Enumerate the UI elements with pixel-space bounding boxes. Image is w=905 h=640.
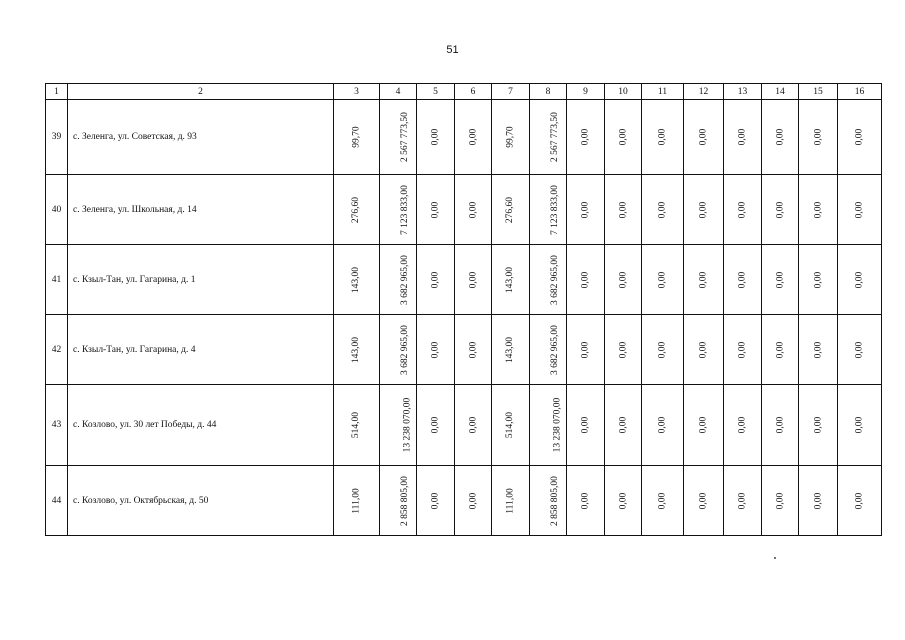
address-cell: с. Кзыл-Тан, ул. Гагарина, д. 1 — [68, 245, 334, 315]
value-cell — [838, 466, 882, 536]
value-cell — [334, 175, 380, 245]
value-text: 0,00 — [737, 128, 748, 146]
value-text: 0,00 — [468, 341, 478, 358]
value-cell — [334, 315, 380, 385]
value-text: 0,00 — [618, 416, 628, 434]
value-cell — [799, 385, 838, 466]
value-cell — [605, 245, 642, 315]
value-text: 0,00 — [430, 492, 441, 509]
value-cell — [455, 466, 492, 536]
value-cell — [530, 100, 567, 175]
value-cell — [724, 175, 762, 245]
value-cell — [334, 385, 380, 466]
value-text: 0,00 — [854, 492, 865, 509]
column-header: 3 — [334, 84, 380, 100]
row-number-cell: 43 — [46, 385, 68, 466]
value-text: 0,00 — [580, 492, 591, 509]
column-header: 15 — [799, 84, 838, 100]
value-cell — [334, 466, 380, 536]
value-text: 0,00 — [618, 271, 628, 288]
value-cell — [838, 245, 882, 315]
value-text: 3 682 965,00 — [399, 254, 410, 305]
value-text: 0,00 — [813, 492, 823, 509]
value-cell — [567, 466, 605, 536]
value-cell — [605, 466, 642, 536]
value-cell — [530, 175, 567, 245]
address-cell: с. Кзыл-Тан, ул. Гагарина, д. 4 — [68, 315, 334, 385]
value-text: 0,00 — [430, 341, 441, 358]
value-cell — [762, 175, 799, 245]
column-header: 9 — [567, 84, 605, 100]
value-cell — [455, 315, 492, 385]
row-number-cell: 44 — [46, 466, 68, 536]
value-text: 2 858 805,00 — [549, 475, 560, 526]
value-cell — [762, 385, 799, 466]
value-cell — [417, 100, 455, 175]
value-text: 0,00 — [775, 271, 785, 288]
value-cell — [455, 245, 492, 315]
value-cell — [684, 385, 724, 466]
value-text: 0,00 — [737, 341, 748, 358]
value-text: 0,00 — [657, 128, 668, 146]
value-cell — [380, 385, 417, 466]
value-cell — [605, 175, 642, 245]
value-cell — [417, 175, 455, 245]
value-text: 3 682 965,00 — [549, 324, 560, 375]
value-text: 0,00 — [854, 341, 865, 358]
value-cell — [762, 466, 799, 536]
column-header: 13 — [724, 84, 762, 100]
table-row — [46, 315, 882, 385]
value-text: 276,60 — [351, 196, 362, 223]
value-text: 2 858 805,00 — [399, 475, 410, 526]
value-cell — [530, 245, 567, 315]
value-cell — [724, 385, 762, 466]
column-header: 8 — [530, 84, 567, 100]
value-cell — [724, 245, 762, 315]
address-cell: с. Козлово, ул. 30 лет Победы, д. 44 — [68, 385, 334, 466]
value-text: 0,00 — [468, 416, 478, 434]
value-cell — [567, 315, 605, 385]
value-cell — [492, 315, 530, 385]
value-text: 0,00 — [580, 201, 591, 218]
value-text: 0,00 — [618, 341, 628, 358]
column-header: 5 — [417, 84, 455, 100]
page-number: 51 — [446, 44, 459, 56]
scan-speck — [774, 557, 776, 559]
value-text: 0,00 — [580, 416, 591, 434]
housing-register-table — [45, 83, 882, 536]
address-cell: с. Зеленга, ул. Советская, д. 93 — [68, 100, 334, 175]
column-header: 7 — [492, 84, 530, 100]
value-cell — [799, 315, 838, 385]
column-header: 6 — [455, 84, 492, 100]
value-text: 0,00 — [657, 271, 668, 288]
value-cell — [838, 385, 882, 466]
value-cell — [642, 385, 684, 466]
value-text: 111,00 — [351, 487, 362, 514]
value-cell — [605, 385, 642, 466]
value-cell — [684, 245, 724, 315]
table-row — [46, 385, 882, 466]
value-cell — [642, 466, 684, 536]
value-cell — [605, 100, 642, 175]
value-text: 0,00 — [813, 341, 823, 358]
value-text: 0,00 — [430, 128, 441, 146]
value-text: 0,00 — [854, 416, 865, 434]
value-cell — [642, 315, 684, 385]
value-text: 3 682 965,00 — [549, 254, 560, 305]
value-cell — [838, 175, 882, 245]
value-text: 7 123 833,00 — [399, 184, 410, 235]
row-number-cell: 40 — [46, 175, 68, 245]
column-header: 2 — [68, 84, 334, 100]
value-text: 111,00 — [505, 487, 516, 514]
value-text: 0,00 — [430, 201, 441, 218]
value-text: 514,00 — [351, 411, 362, 439]
value-text: 13 238 070,00 — [552, 397, 563, 453]
value-text: 0,00 — [657, 341, 668, 358]
value-cell — [334, 245, 380, 315]
value-cell — [799, 100, 838, 175]
value-text: 0,00 — [813, 416, 823, 434]
value-cell — [684, 315, 724, 385]
value-text: 143,00 — [351, 336, 362, 363]
value-cell — [567, 175, 605, 245]
value-text: 0,00 — [854, 201, 865, 218]
value-text: 0,00 — [468, 201, 478, 218]
value-cell — [567, 245, 605, 315]
value-text: 0,00 — [813, 271, 823, 288]
value-text: 2 567 773,50 — [549, 112, 560, 162]
value-cell — [492, 466, 530, 536]
table-row — [46, 100, 882, 175]
value-text: 0,00 — [698, 201, 709, 218]
value-cell — [762, 315, 799, 385]
value-text: 0,00 — [813, 128, 823, 146]
value-cell — [605, 315, 642, 385]
value-cell — [455, 175, 492, 245]
value-text: 0,00 — [698, 492, 709, 509]
value-text: 0,00 — [698, 128, 709, 146]
value-cell — [762, 100, 799, 175]
value-cell — [380, 100, 417, 175]
value-cell — [724, 466, 762, 536]
value-text: 0,00 — [737, 416, 748, 434]
value-cell — [684, 100, 724, 175]
column-number-row — [46, 84, 882, 100]
value-text: 0,00 — [854, 128, 865, 146]
value-cell — [642, 245, 684, 315]
column-header: 16 — [838, 84, 882, 100]
column-header: 12 — [684, 84, 724, 100]
value-text: 0,00 — [813, 201, 823, 218]
value-text: 514,00 — [505, 411, 516, 439]
value-cell — [417, 245, 455, 315]
value-cell — [334, 100, 380, 175]
value-text: 0,00 — [468, 128, 478, 146]
value-text: 0,00 — [618, 492, 628, 509]
value-text: 0,00 — [737, 271, 748, 288]
column-header: 4 — [380, 84, 417, 100]
column-header: 14 — [762, 84, 799, 100]
value-cell — [838, 100, 882, 175]
value-text: 99,70 — [351, 126, 362, 148]
row-number-cell: 41 — [46, 245, 68, 315]
value-cell — [380, 466, 417, 536]
value-cell — [417, 385, 455, 466]
value-cell — [799, 466, 838, 536]
value-cell — [724, 315, 762, 385]
address-cell: с. Козлово, ул. Октябрьская, д. 50 — [68, 466, 334, 536]
value-text: 143,00 — [505, 266, 516, 293]
value-text: 143,00 — [505, 336, 516, 363]
value-text: 0,00 — [775, 341, 785, 358]
value-text: 0,00 — [618, 201, 628, 218]
value-cell — [380, 315, 417, 385]
value-cell — [762, 245, 799, 315]
table-body — [46, 100, 882, 536]
value-text: 0,00 — [775, 416, 785, 434]
value-text: 0,00 — [854, 271, 865, 288]
value-text: 0,00 — [698, 416, 709, 434]
value-cell — [567, 385, 605, 466]
value-text: 0,00 — [657, 416, 668, 434]
value-cell — [380, 175, 417, 245]
value-text: 3 682 965,00 — [399, 324, 410, 375]
column-header: 11 — [642, 84, 684, 100]
column-header: 10 — [605, 84, 642, 100]
address-cell: с. Зеленга, ул. Школьная, д. 14 — [68, 175, 334, 245]
value-cell — [492, 100, 530, 175]
value-cell — [455, 100, 492, 175]
value-cell — [838, 315, 882, 385]
value-cell — [567, 100, 605, 175]
value-cell — [530, 315, 567, 385]
value-cell — [642, 175, 684, 245]
value-text: 0,00 — [775, 128, 785, 146]
value-text: 7 123 833,00 — [549, 184, 560, 235]
value-cell — [799, 245, 838, 315]
row-number-cell: 42 — [46, 315, 68, 385]
value-cell — [642, 100, 684, 175]
value-text: 0,00 — [698, 271, 709, 288]
value-text: 13 238 070,00 — [402, 397, 413, 453]
value-cell — [492, 175, 530, 245]
value-text: 0,00 — [618, 128, 628, 146]
value-cell — [380, 245, 417, 315]
value-text: 0,00 — [698, 341, 709, 358]
value-cell — [492, 385, 530, 466]
value-text: 0,00 — [657, 492, 668, 509]
value-cell — [492, 245, 530, 315]
value-cell — [530, 466, 567, 536]
value-text: 0,00 — [468, 271, 478, 288]
value-cell — [684, 466, 724, 536]
value-text: 143,00 — [351, 266, 362, 293]
value-cell — [684, 175, 724, 245]
value-text: 0,00 — [580, 271, 591, 288]
value-text: 0,00 — [775, 492, 785, 509]
value-text: 99,70 — [505, 126, 516, 148]
value-cell — [417, 466, 455, 536]
table-row — [46, 466, 882, 536]
table-row — [46, 175, 882, 245]
value-text: 0,00 — [430, 416, 441, 434]
value-cell — [724, 100, 762, 175]
value-text: 0,00 — [580, 128, 591, 146]
value-text: 0,00 — [657, 201, 668, 218]
row-number-cell: 39 — [46, 100, 68, 175]
value-cell — [417, 315, 455, 385]
value-text: 2 567 773,50 — [399, 112, 410, 162]
value-text: 0,00 — [580, 341, 591, 358]
value-text: 276,60 — [505, 196, 516, 223]
column-header: 1 — [46, 84, 68, 100]
value-cell — [530, 385, 567, 466]
value-text: 0,00 — [468, 492, 478, 509]
value-text: 0,00 — [775, 201, 785, 218]
table-row — [46, 245, 882, 315]
value-text: 0,00 — [737, 492, 748, 509]
value-text: 0,00 — [430, 271, 441, 288]
value-cell — [455, 385, 492, 466]
value-cell — [799, 175, 838, 245]
value-text: 0,00 — [737, 201, 748, 218]
